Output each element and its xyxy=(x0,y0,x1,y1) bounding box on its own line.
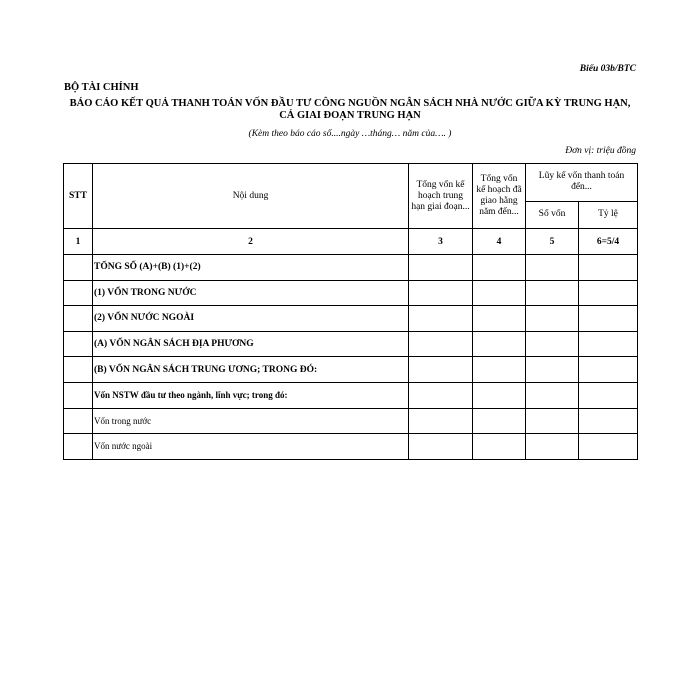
report-title xyxy=(40,98,660,122)
cell-amount xyxy=(526,331,579,357)
header-row-1 xyxy=(64,164,638,202)
column-number: 1 xyxy=(64,229,93,255)
table-row xyxy=(64,280,638,306)
cell-total-medium-plan xyxy=(409,280,473,306)
cell-amount xyxy=(526,357,579,383)
cell-amount xyxy=(526,306,579,332)
cell-content: Vốn trong nước xyxy=(93,408,409,434)
column-number: 2 xyxy=(93,229,409,255)
cell-stt xyxy=(64,280,93,306)
column-number: 6=5/4 xyxy=(579,229,638,255)
table-row xyxy=(64,357,638,383)
cell-stt xyxy=(64,306,93,332)
cell-content: (A) VỐN NGÂN SÁCH ĐỊA PHƯƠNG xyxy=(93,331,409,357)
cell-amount xyxy=(526,408,579,434)
cell-total-medium-plan xyxy=(409,408,473,434)
header-amount: Số vốn xyxy=(526,201,579,228)
report-title-line-1: BÁO CÁO KẾT QUẢ THANH TOÁN VỐN ĐẦU TƯ CÔNG NGUỒN NGÂN SÁCH NHÀ NƯỚC GIỮA KỲ TRUNG HẠN, xyxy=(69,98,631,109)
cell-content: Vốn NSTW đầu tư theo ngành, lĩnh vực; trong đó: xyxy=(93,382,409,408)
report-subtitle: (Kèm theo báo cáo số....ngày …tháng… năm của…. ) xyxy=(248,129,452,139)
cell-total-assigned-annual xyxy=(473,434,526,460)
table-row xyxy=(64,382,638,408)
cell-total-assigned-annual xyxy=(473,331,526,357)
cell-stt xyxy=(64,331,93,357)
cell-total-medium-plan xyxy=(409,434,473,460)
cell-content: (1) VỐN TRONG NƯỚC xyxy=(93,280,409,306)
cell-ratio xyxy=(579,306,638,332)
header-total-assigned-annual: Tổng vốn kế hoạch đã giao hằng năm đến... xyxy=(473,164,526,229)
cell-content: Vốn nước ngoài xyxy=(93,434,409,460)
cell-amount xyxy=(526,434,579,460)
cell-total-medium-plan xyxy=(409,331,473,357)
cell-ratio xyxy=(579,408,638,434)
header-content: Nội dung xyxy=(93,164,409,229)
cell-ratio xyxy=(579,331,638,357)
cell-ratio xyxy=(579,255,638,281)
cell-ratio xyxy=(579,357,638,383)
cell-total-assigned-annual xyxy=(473,280,526,306)
form-code: Biểu 03b/BTC xyxy=(579,64,636,74)
cell-ratio xyxy=(579,434,638,460)
cell-content: (B) VỐN NGÂN SÁCH TRUNG ƯƠNG; TRONG ĐÓ: xyxy=(93,357,409,383)
cell-total-assigned-annual xyxy=(473,408,526,434)
header-stt: STT xyxy=(64,164,93,229)
table-row xyxy=(64,306,638,332)
cell-total-medium-plan xyxy=(409,306,473,332)
cell-total-medium-plan xyxy=(409,382,473,408)
cell-total-assigned-annual xyxy=(473,357,526,383)
table-row xyxy=(64,255,638,281)
cell-stt xyxy=(64,357,93,383)
column-number: 3 xyxy=(409,229,473,255)
header-cumulative-paid: Lũy kế vốn thanh toán đến... xyxy=(526,164,638,202)
cell-amount xyxy=(526,255,579,281)
cell-content: (2) VỐN NƯỚC NGOÀI xyxy=(93,306,409,332)
report-table xyxy=(63,163,638,460)
column-number: 5 xyxy=(526,229,579,255)
cell-stt xyxy=(64,434,93,460)
column-number: 4 xyxy=(473,229,526,255)
unit-label: Đơn vị: triệu đồng xyxy=(565,146,636,156)
cell-amount xyxy=(526,382,579,408)
cell-stt xyxy=(64,382,93,408)
report-title-line-2: CẢ GIAI ĐOẠN TRUNG HẠN xyxy=(279,110,421,121)
table-row xyxy=(64,408,638,434)
cell-ratio xyxy=(579,280,638,306)
column-number-row xyxy=(64,229,638,255)
table-row xyxy=(64,434,638,460)
cell-content: TỔNG SỐ (A)+(B) (1)+(2) xyxy=(93,255,409,281)
cell-total-assigned-annual xyxy=(473,306,526,332)
cell-ratio xyxy=(579,382,638,408)
cell-total-medium-plan xyxy=(409,255,473,281)
cell-total-medium-plan xyxy=(409,357,473,383)
header-ratio: Tỷ lệ xyxy=(579,201,638,228)
cell-total-assigned-annual xyxy=(473,255,526,281)
table-row xyxy=(64,331,638,357)
cell-stt xyxy=(64,255,93,281)
cell-stt xyxy=(64,408,93,434)
header-total-medium-plan: Tổng vốn kế hoạch trung hạn giai đoạn... xyxy=(409,164,473,229)
cell-amount xyxy=(526,280,579,306)
ministry-name: BỘ TÀI CHÍNH xyxy=(64,82,139,93)
cell-total-assigned-annual xyxy=(473,382,526,408)
